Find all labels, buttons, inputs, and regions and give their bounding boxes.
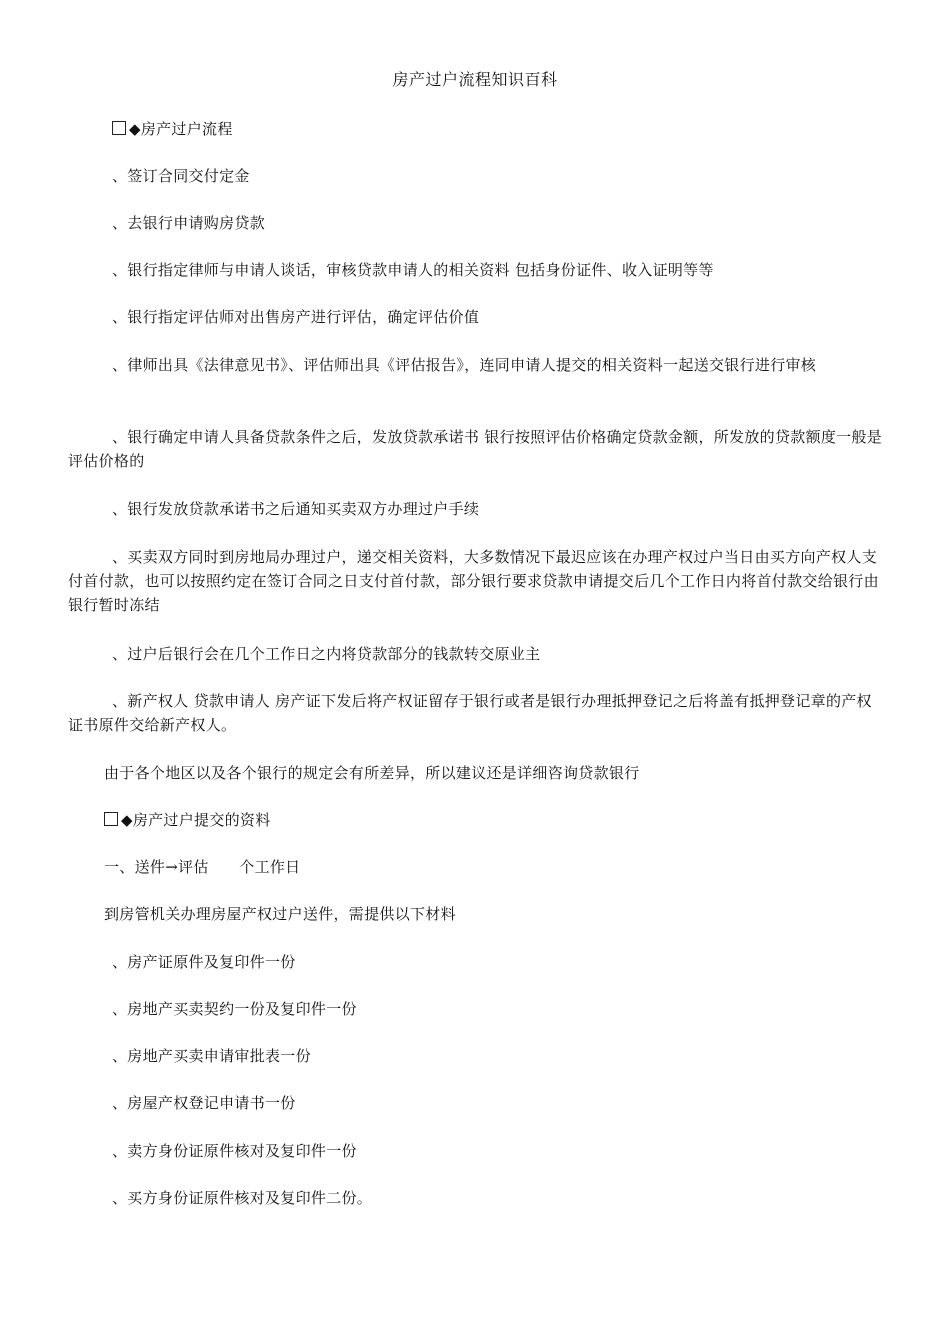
section-heading-text: ◆房产过户流程 bbox=[129, 120, 233, 138]
section-heading bbox=[68, 808, 883, 832]
stage-heading: 一、送件→评估 个工作日 bbox=[104, 858, 301, 876]
material-item: 、房地产买卖申请审批表一份 bbox=[112, 1047, 311, 1065]
document-title: 房产过户流程知识百科 bbox=[392, 70, 558, 89]
stage-intro: 到房管机关办理房屋产权过户送件，需提供以下材料 bbox=[104, 905, 456, 923]
step-item: 、银行指定律师与申请人谈话，审核贷款申请人的相关资料 包括身份证件、收入证明等等 bbox=[112, 261, 714, 279]
material-item: 、买方身份证原件核对及复印件二份。 bbox=[112, 1189, 373, 1207]
material-item: 、房地产买卖契约一份及复印件一份 bbox=[112, 1000, 357, 1018]
step-item: 、去银行申请购房贷款 bbox=[112, 214, 266, 232]
note-paragraph: 由于各个地区以及各个银行的规定会有所差异，所以建议还是详细咨询贷款银行 bbox=[104, 764, 640, 782]
step-item: 、银行指定评估师对出售房产进行评估，确定评估价值 bbox=[112, 308, 480, 326]
step-item: 、律师出具《法律意见书》、评估师出具《评估报告》，连同申请人提交的相关资料一起送交银行进行审核 bbox=[112, 356, 817, 374]
material-item: 、卖方身份证原件核对及复印件一份 bbox=[112, 1142, 357, 1160]
material-item: 、房屋产权登记申请书一份 bbox=[112, 1094, 296, 1112]
step-item: 、银行发放贷款承诺书之后通知买卖双方办理过户手续 bbox=[112, 500, 480, 518]
section-heading bbox=[68, 117, 883, 141]
step-item: 、银行确定申请人具备贷款条件之后，发放贷款承诺书 银行按照评估价格确定贷款金额，所发放的贷款额度一般是评估价格的 bbox=[68, 428, 883, 470]
step-item: 、过户后银行会在几个工作日之内将贷款部分的钱款转交原业主 bbox=[112, 645, 541, 663]
step-item: 、买卖双方同时到房地局办理过户，递交相关资料，大多数情况下最迟应该在办理产权过户当日由买方向产权人支付首付款，也可以按照约定在签订合同之日支付首付款，部分银行要求贷款申请提交后几个工作日内将首付款交给银行由银行暂时冻结 bbox=[68, 548, 879, 614]
step-item: 、签订合同交付定金 bbox=[112, 167, 250, 185]
section-heading-text: ◆房产过户提交的资料 bbox=[121, 811, 271, 829]
checkbox-icon bbox=[112, 121, 126, 135]
checkbox-icon bbox=[104, 812, 118, 826]
material-item: 、房产证原件及复印件一份 bbox=[112, 953, 296, 971]
step-item: 、新产权人 贷款申请人 房产证下发后将产权证留存于银行或者是银行办理抵押登记之后将盖有抵押登记章的产权证书原件交给新产权人。 bbox=[68, 692, 872, 734]
